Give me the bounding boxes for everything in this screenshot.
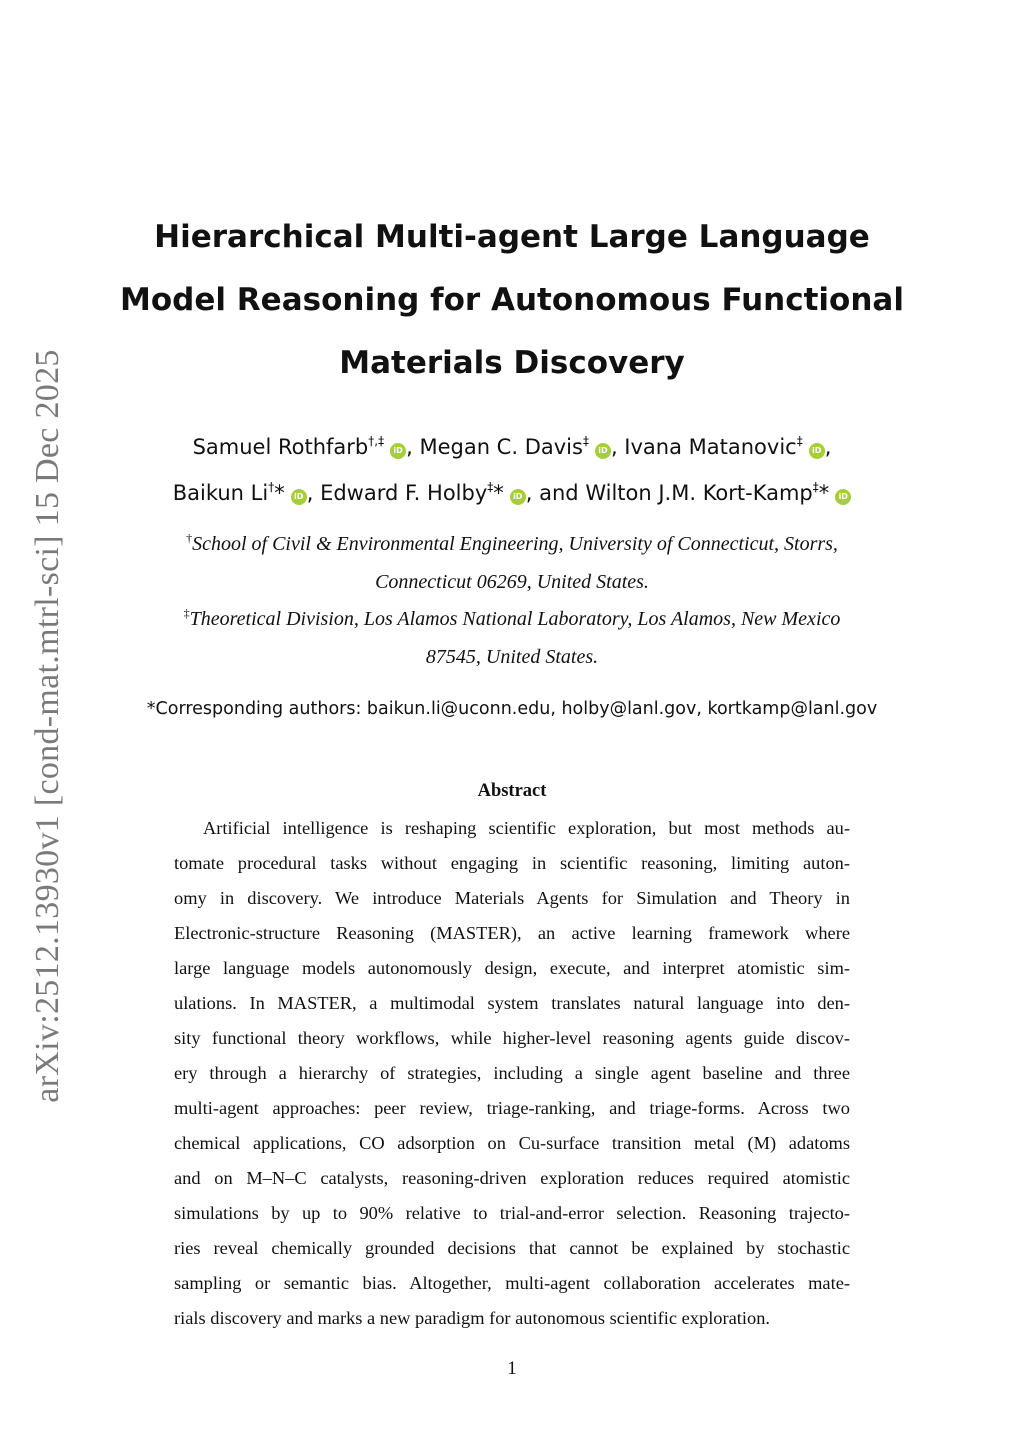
author-name: Megan C. Davis — [419, 435, 583, 459]
affiliation-2-line-1 — [110, 601, 914, 639]
affiliation-marks: †,‡ — [368, 434, 385, 448]
affiliation-mark: ‡ — [183, 606, 190, 620]
orcid-icon[interactable]: iD — [390, 443, 406, 459]
orcid-icon[interactable]: iD — [809, 443, 825, 459]
affiliation-1-line-1 — [110, 526, 914, 564]
arxiv-identifier-stamp: arXiv:2512.13930v1 [cond-mat.mtrl-sci] 15 Dec 2025 — [29, 349, 66, 1103]
author-separator: , — [824, 435, 832, 459]
author-separator: , — [406, 435, 420, 459]
affiliation-marks: ‡ — [812, 480, 819, 494]
orcid-icon[interactable]: iD — [835, 489, 851, 505]
author-name: Edward F. Holby — [320, 481, 488, 505]
abstract-heading: Abstract — [477, 781, 547, 801]
abstract-line: multi-agent approaches: peer review, triage-ranking, and triage-forms. Across two — [174, 1098, 850, 1118]
author-star: * — [818, 481, 830, 505]
abstract-line: rials discovery and marks a new paradigm for autonomous scientific exploration. — [174, 1308, 770, 1328]
title-line-3: Materials Discovery — [339, 345, 685, 381]
affiliation-marks: † — [268, 480, 275, 494]
affiliation-marks: ‡ — [796, 434, 803, 448]
author-list — [110, 424, 914, 516]
author-name: Baikun Li — [172, 481, 269, 505]
affiliation-text: Theoretical Division, Los Alamos National Laboratory, Los Alamos, New Mexico — [189, 608, 841, 630]
orcid-icon[interactable]: iD — [291, 489, 307, 505]
author-separator: , and — [525, 481, 586, 505]
affiliation-marks: ‡ — [582, 434, 589, 448]
author-star: * — [274, 481, 285, 505]
author-star: * — [493, 481, 504, 505]
page-number: 1 — [507, 1358, 517, 1379]
abstract-line: ries reveal chemically grounded decisions that cannot be explained by stochastic — [174, 1238, 850, 1258]
abstract-line: chemical applications, CO adsorption on Cu-surface transition metal (M) adatoms — [174, 1133, 850, 1153]
abstract-line: Electronic-structure Reasoning (MASTER), an active learning framework where — [174, 923, 850, 943]
title-line-1: Hierarchical Multi-agent Large Language — [154, 219, 870, 255]
author-line-2 — [110, 470, 914, 516]
abstract-line: sity functional theory workflows, while higher-level reasoning agents guide discov- — [174, 1028, 850, 1048]
affiliation-1-line-2: Connecticut 06269, United States. — [375, 570, 649, 593]
author-line-1 — [110, 424, 914, 470]
abstract-line: sampling or semantic bias. Altogether, multi-agent collaboration accelerates mate- — [174, 1273, 850, 1293]
affiliations — [110, 526, 914, 676]
affiliation-marks: ‡ — [487, 480, 494, 494]
abstract-line: simulations by up to 90% relative to trial-and-error selection. Reasoning trajecto- — [174, 1203, 850, 1223]
abstract-line: tomate procedural tasks without engaging in scientific reasoning, limiting auton- — [174, 853, 850, 873]
abstract-line: Artificial intelligence is reshaping scientific exploration, but most methods au- — [203, 818, 850, 838]
abstract-line: large language models autonomously design, execute, and interpret atomistic sim- — [174, 958, 850, 978]
abstract-line: ulations. In MASTER, a multimodal system translates natural language into den- — [174, 993, 850, 1013]
author-name: Wilton J.M. Kort-Kamp — [585, 481, 813, 505]
affiliation-mark: † — [186, 531, 193, 545]
author-name: Samuel Rothfarb — [192, 435, 369, 459]
orcid-icon[interactable]: iD — [595, 443, 611, 459]
orcid-icon[interactable]: iD — [510, 489, 526, 505]
abstract-line: and on M–N–C catalysts, reasoning-driven exploration reduces required atomistic — [174, 1168, 850, 1188]
corresponding-authors: *Corresponding authors: baikun.li@uconn.edu, holby@lanl.gov, kortkamp@lanl.gov — [146, 699, 878, 719]
title-line-2: Model Reasoning for Autonomous Functional — [120, 282, 904, 318]
affiliation-2-line-2: 87545, United States. — [425, 645, 599, 668]
author-separator: , — [306, 481, 321, 505]
abstract-line: ery through a hierarchy of strategies, including a single agent baseline and three — [174, 1063, 850, 1083]
author-separator: , — [610, 435, 625, 459]
affiliation-text: School of Civil & Environmental Engineering, University of Connecticut, Storrs, — [192, 533, 838, 555]
author-name: Ivana Matanovic — [624, 435, 797, 459]
paper-title — [120, 206, 904, 395]
abstract-line: omy in discovery. We introduce Materials Agents for Simulation and Theory in — [174, 888, 850, 908]
abstract-body — [174, 811, 850, 1336]
